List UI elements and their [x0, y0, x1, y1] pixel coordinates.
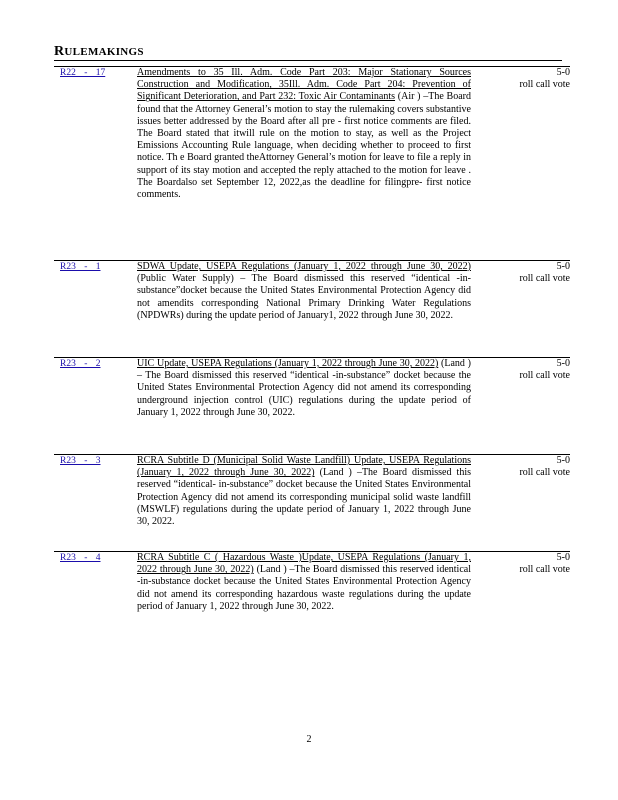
vote-result	[519, 67, 570, 91]
entry-title: RCRA Subtitle D (Municipal Solid Waste Landfill) Update, USEPA Regulations (January 1, 2022 through June 30, 2022)	[137, 455, 471, 479]
entry-description	[137, 261, 471, 322]
entry-body: (Land ) –The Board dismissed this reserved identical -in-substance docket because the United States Environmental Protection Agency did not amend its corresponding hazardous waste regulations during the update period of January 1, 2022 through June 30, 2022.	[137, 564, 471, 612]
entry-body: (Public Water Supply) – The Board dismissed this reserved “identical -in-substance”docket because the United States Environmental Protection Agency did not amendits corresponding National Primary Drinking Water Regulations (NPDWRs) during the update period of January1, 2022 through June 30, 2022.	[137, 273, 471, 321]
vote-type: roll call vote	[519, 564, 570, 576]
vote-result	[519, 455, 570, 479]
docket-link[interactable]: R23 - 1	[60, 262, 101, 272]
docket-link[interactable]: R22 - 17	[60, 68, 106, 78]
vote-count: 5-0	[556, 552, 570, 563]
section-heading-initial: R	[54, 44, 65, 59]
entry-title: UIC Update, USEPA Regulations (January 1, 2022 through June 30, 2022)	[137, 358, 439, 369]
vote-type: roll call vote	[519, 79, 570, 91]
page-number: 2	[306, 734, 312, 745]
vote-result	[519, 552, 570, 576]
section-heading	[54, 44, 144, 60]
entry-body: (Land ) –The Board dismissed this reserved “identical- in-substance” docket because the United States Environmental Protection Agency did not amend its corresponding municipal solid waste landfill (MSWLF) regulations during the update period of January 1, 2022 through June 30, 2022.	[137, 467, 472, 528]
entry-description	[137, 358, 471, 419]
section-heading-rest: ULEMAKINGS	[64, 46, 144, 58]
docket-link[interactable]: R23 - 2	[60, 359, 101, 369]
docket-link[interactable]: R23 - 3	[60, 456, 101, 466]
entry-body: (Land ) – The Board dismissed this reserved “identical -in-substance” docket because the United States Environmental Protection Agency did not amend its corresponding underground injection control (UIC) regulations during the update period of January 1, 2022 through June 30, 2022.	[137, 358, 471, 418]
entry-body: (Air ) –The Board found that the Attorney General’s motion to stay the rulemaking covers substantive issues better addressed by the Board after all pre - first notice comments are filed. The Board stated that itwill rule on the motion to stay, as well as the Project Emissions Accounting Rule language, when deciding whether to proceed to first notice. Th e Board granted theAttorney General’s motion for leave to file a reply in support of its stay motion and accepted the reply attached to the motion for leave . The Boardalso set September 12, 2022,as the deadline for filingpre- first notice comments.	[137, 91, 471, 201]
section-heading-rule	[54, 60, 562, 61]
docket-link[interactable]: R23 - 4	[60, 553, 101, 563]
vote-count: 5-0	[556, 67, 570, 78]
entry-description	[137, 552, 471, 613]
vote-type: roll call vote	[519, 273, 570, 285]
vote-result	[519, 261, 570, 285]
entry-title: Amendments to 35 Ill. Adm. Code Part 203: Major Stationary Sources Construction and Modification, 35Ill. Adm. Code Part 204: Prevention of Significant Deterioration, and Part 232: Toxic Air Contaminants	[137, 67, 471, 103]
entry-title: RCRA Subtitle C ( Hazardous Waste )Update, USEPA Regulations (January 1, 2022 through June 30, 2022)	[137, 552, 471, 576]
entry-title: SDWA Update, USEPA Regulations (January 1, 2022 through June 30, 2022)	[137, 261, 471, 272]
vote-count: 5-0	[556, 358, 570, 369]
vote-count: 5-0	[556, 455, 570, 466]
vote-count: 5-0	[556, 261, 570, 272]
vote-type: roll call vote	[519, 370, 570, 382]
vote-result	[519, 358, 570, 382]
entry-description	[137, 67, 471, 201]
vote-type: roll call vote	[519, 467, 570, 479]
entry-description	[137, 455, 471, 528]
